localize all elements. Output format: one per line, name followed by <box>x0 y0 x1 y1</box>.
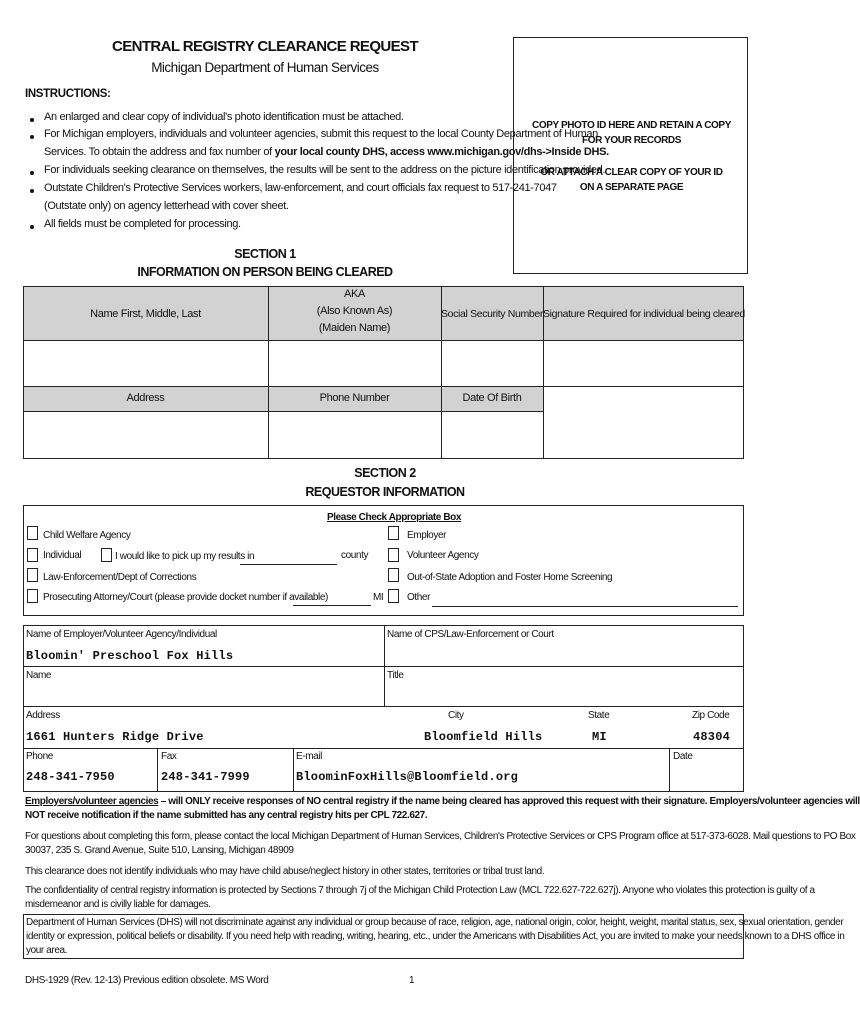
mi-label: MI <box>373 592 384 603</box>
photo-id-box[interactable] <box>513 37 748 274</box>
instructions-heading: INSTRUCTIONS: <box>25 88 111 100</box>
col-header-signature: Signature Required for individual being cleared <box>543 308 745 320</box>
date-field[interactable] <box>671 764 742 790</box>
label-date: Date <box>673 751 693 762</box>
checkbox-volunteer[interactable] <box>388 548 399 562</box>
employer-name-field[interactable]: Bloomin' Preschool Fox Hills <box>26 649 234 663</box>
page-number: 1 <box>409 975 415 986</box>
address-field[interactable] <box>24 412 268 458</box>
option-label: Prosecuting Attorney/Court (please provide docket number if available) <box>43 592 328 603</box>
bullet-icon <box>30 189 34 193</box>
county-dhs-link[interactable]: your local county DHS, access www.michigan.gov/dhs->Inside DHS. <box>274 146 609 158</box>
section1-title: SECTION 1 <box>234 247 296 261</box>
questions-note-line2: 30037, 235 S. Grand Avenue, Suite 510, Lansing, Michigan 48909 <box>25 845 294 856</box>
questions-note: For questions about completing this form, please contact the local Michigan Department of Human Services, Children's Protective Services or CPS Program office at 517-373-6028. Mail questions to PO Box <box>25 831 856 842</box>
docket-input[interactable] <box>293 605 371 606</box>
address-value-field[interactable]: 1661 Hunters Ridge Drive <box>26 730 204 744</box>
county-label: county <box>341 550 369 561</box>
employers-note-line2: NOT receive notification if the name submitted has any central registry hits per CPL 722.627. <box>25 810 428 821</box>
col-header-ssn: Social Security Number <box>441 308 544 320</box>
section2-title: SECTION 2 <box>354 466 416 480</box>
option-label: Child Welfare Agency <box>43 530 131 541</box>
checkbox-child-welfare[interactable] <box>27 526 38 540</box>
label-name: Name <box>26 670 52 681</box>
instruction-item-continued: (Outstate only) on agency letterhead with cover sheet. <box>44 200 289 212</box>
instruction-item: For individuals seeking clearance on themselves, the results will be sent to the address on the picture identification provided. <box>44 164 606 176</box>
instruction-item: All fields must be completed for processing. <box>44 218 241 230</box>
employers-note: – will ONLY receive responses of NO central registry if the name being cleared has approved this request with their signature. Employers/volunteer agencies will <box>158 796 860 807</box>
zip-value-field[interactable]: 48304 <box>693 730 731 744</box>
label-cps: Name of CPS/Law-Enforcement or Court <box>387 629 554 640</box>
photo-box-text: OR ATTACH A CLEAR COPY OF YOUR ID <box>540 167 723 178</box>
instruction-item-continued: Services. To obtain the address and fax number of <box>44 146 275 158</box>
signature-field[interactable] <box>544 341 743 458</box>
phone-value-field[interactable]: 248-341-7950 <box>26 770 115 784</box>
requestor-name-field[interactable] <box>25 682 383 705</box>
nondiscrimination-note-line2: identity or expression, political beliefs or disability. If you need help with reading, writing, hearing, etc., under the Americans with Disabilities Act, you are invited to make your needs known to a DHS office in <box>26 931 845 942</box>
col-header-dob: Date Of Birth <box>462 392 522 404</box>
confidentiality-note: The confidentiality of central registry information is protected by Sections 7 through 7j of the Michigan Child Protection Law (MCL 722.627-722.627j). Anyone who violates this protection is guilty of a <box>25 885 815 896</box>
form-id: DHS-1929 (Rev. 12-13) Previous edition obsolete. MS Word <box>25 975 269 986</box>
checkbox-outstate[interactable] <box>388 568 399 582</box>
col-header-address: Address <box>126 392 165 404</box>
county-input[interactable] <box>240 564 337 565</box>
photo-box-text: ON A SEPARATE PAGE <box>579 182 684 193</box>
checkbox-pickup[interactable] <box>101 548 112 562</box>
label-fax: Fax <box>161 751 177 762</box>
label-zip: Zip Code <box>692 710 730 721</box>
checkbox-other[interactable] <box>388 589 399 603</box>
nondiscrimination-note-line3: your area. <box>26 945 68 956</box>
instruction-item: An enlarged and clear copy of individual's photo identification must be attached. <box>44 111 404 123</box>
photo-box-text: FOR YOUR RECORDS <box>582 135 681 146</box>
aka-field[interactable] <box>269 341 441 386</box>
state-value-field[interactable]: MI <box>592 730 607 744</box>
col-header-aka: (Also Known As) <box>316 305 393 317</box>
confidentiality-note-line2: misdemeanor and is civilly liable for damages. <box>25 899 211 910</box>
checkbox-law-enforcement[interactable] <box>27 568 38 582</box>
fax-value-field[interactable]: 248-341-7999 <box>161 770 250 784</box>
option-label: Other <box>407 592 431 603</box>
option-label: Employer <box>407 530 447 541</box>
name-field[interactable] <box>24 341 268 386</box>
checkbox-individual[interactable] <box>27 548 38 562</box>
option-label: Law-Enforcement/Dept of Corrections <box>43 572 197 583</box>
label-address: Address <box>26 710 60 721</box>
bullet-icon <box>30 171 34 175</box>
bullet-icon <box>30 118 34 122</box>
option-label: Out-of-State Adoption and Foster Home Screening <box>407 572 613 583</box>
bullet-icon <box>30 135 34 139</box>
option-label: Volunteer Agency <box>407 550 479 561</box>
col-header-aka: AKA <box>344 288 365 300</box>
email-value-field[interactable]: BloominFoxHills@Bloomfield.org <box>296 770 519 784</box>
requestor-title-field[interactable] <box>386 682 742 705</box>
checkbox-prosecuting[interactable] <box>27 589 38 603</box>
ssn-field[interactable] <box>442 341 543 386</box>
other-input[interactable] <box>432 606 738 607</box>
col-header-aka: (Maiden Name) <box>318 322 391 334</box>
label-employer: Name of Employer/Volunteer Agency/Individual <box>26 629 217 640</box>
option-label: Individual <box>43 550 82 561</box>
form-title: CENTRAL REGISTRY CLEARANCE REQUEST <box>111 38 419 55</box>
photo-box-text: COPY PHOTO ID HERE AND RETAIN A COPY <box>532 120 731 131</box>
form-subtitle: Michigan Department of Human Services <box>151 60 379 75</box>
section2-subtitle: REQUESTOR INFORMATION <box>305 485 465 499</box>
dob-field[interactable] <box>442 412 543 458</box>
label-phone: Phone <box>26 751 53 762</box>
cps-name-field[interactable] <box>386 641 742 665</box>
col-header-phone: Phone Number <box>319 392 390 404</box>
city-value-field[interactable]: Bloomfield Hills <box>424 730 543 744</box>
bullet-icon <box>30 225 34 229</box>
instruction-item: For Michigan employers, individuals and volunteer agencies, submit this request to the local County Department of Human <box>44 128 598 140</box>
label-email: E-mail <box>296 751 322 762</box>
nondiscrimination-note: Department of Human Services (DHS) will not discriminate against any individual or group because of race, religion, age, national origin, color, height, weight, marital status, sex, sexual orientation, gender <box>26 917 844 928</box>
instruction-item: Outstate Children's Protective Services workers, law-enforcement, and court officials fax request to 517-241-7047 <box>44 182 557 194</box>
phone-field[interactable] <box>269 412 441 458</box>
employers-note-lead: Employers/volunteer agencies <box>25 796 159 807</box>
label-city: City <box>448 710 464 721</box>
checkbox-employer[interactable] <box>388 526 399 540</box>
label-title: Title <box>387 670 404 681</box>
label-state: State <box>588 710 610 721</box>
section1-subtitle: INFORMATION ON PERSON BEING CLEARED <box>137 265 393 279</box>
clearance-note: This clearance does not identify individuals who may have child abuse/neglect history in other states, territories or tribal trust land. <box>25 866 545 877</box>
check-heading: Please Check Appropriate Box <box>327 512 462 523</box>
col-header-name: Name First, Middle, Last <box>90 308 201 320</box>
option-label: I would like to pick up my results in <box>115 551 255 562</box>
